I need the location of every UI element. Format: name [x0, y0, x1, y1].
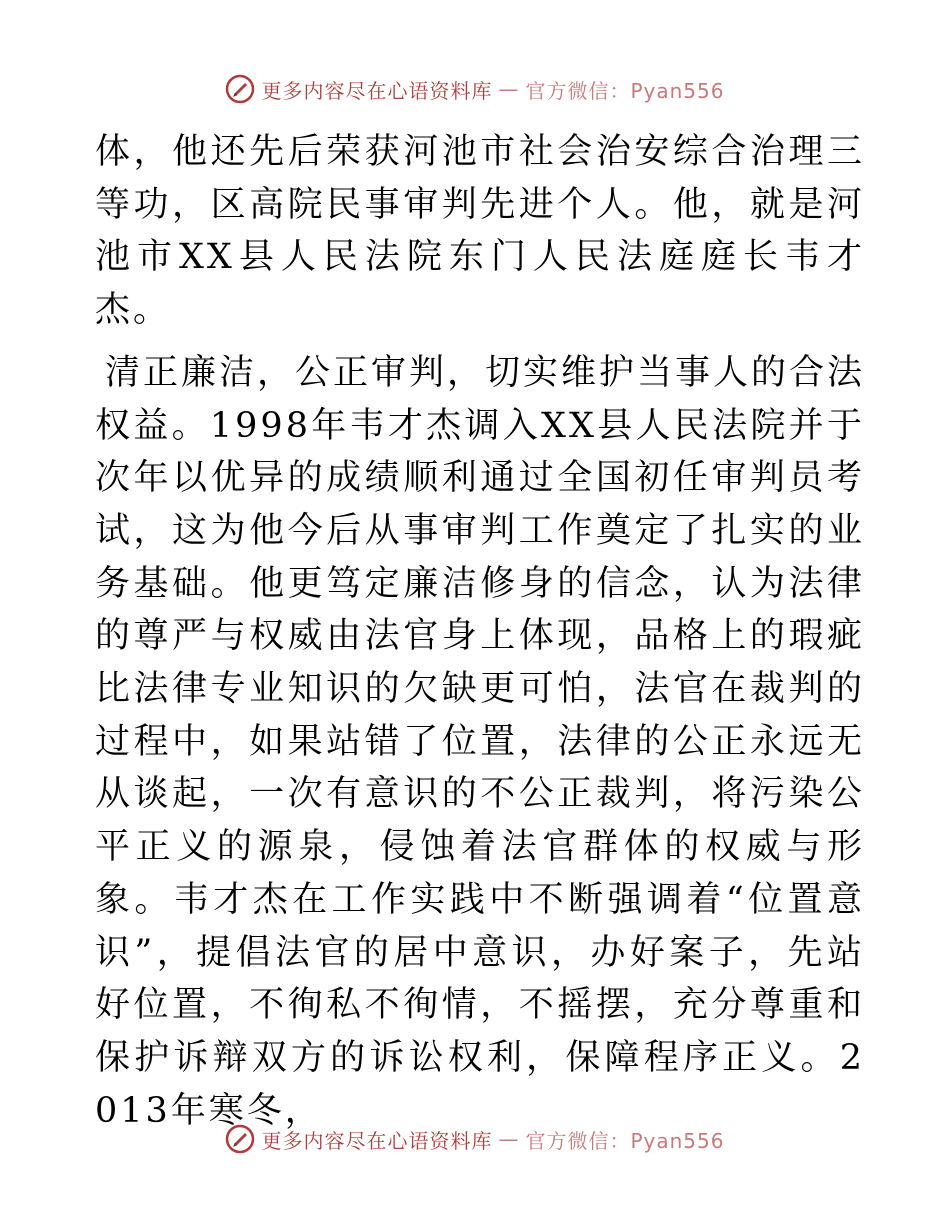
paragraph-continuation: 体，他还先后荣获河池市社会治安综合治理三等功，区高院民事审判先进个人。他，就是河池市XX县人民法院东门人民法庭庭长韦才杰。	[95, 132, 865, 331]
footer-wechat-text: 官方微信：Pyan556	[525, 1128, 725, 1153]
brand-logo-icon	[225, 74, 255, 104]
brand-logo-icon	[225, 1124, 255, 1154]
paragraph-integrity: 清正廉洁，公正审判，切实维护当事人的合法权益。1998年韦才杰调入XX县人民法院并于次年以优异的成绩顺利通过全国初任审判员考试，这为他今后从事审判工作奠定了扎实的业务基础。他更笃定廉洁修身的信念，认为法律的尊严与权威由法官身上体现，品格上的瑕疵比法律专业知识的欠缺更可怕，法官在裁判的过程中，如果站错了位置，法律的公正永远无从谈起，一次有意识的不公正裁判，将污染公平正义的源泉，侵蚀着法官群体的权威与形象。韦才杰在工作实践中不断强调着“位置意识”，提倡法官的居中意识，办好案子，先站好位置，不徇私不徇情，不摇摆，充分尊重和保护诉辩双方的诉讼权利，保障程序正义。2013年寒冬，	[95, 352, 866, 1131]
footer-banner	[0, 1124, 950, 1154]
footer-site-text: 更多内容尽在心语资料库	[261, 1128, 493, 1153]
document-body	[95, 126, 865, 1137]
header-separator: —	[498, 77, 520, 101]
footer-separator: —	[498, 1127, 520, 1151]
header-wechat-text: 官方微信：Pyan556	[525, 78, 725, 103]
header-site-text: 更多内容尽在心语资料库	[261, 78, 493, 103]
header-banner	[0, 74, 950, 104]
